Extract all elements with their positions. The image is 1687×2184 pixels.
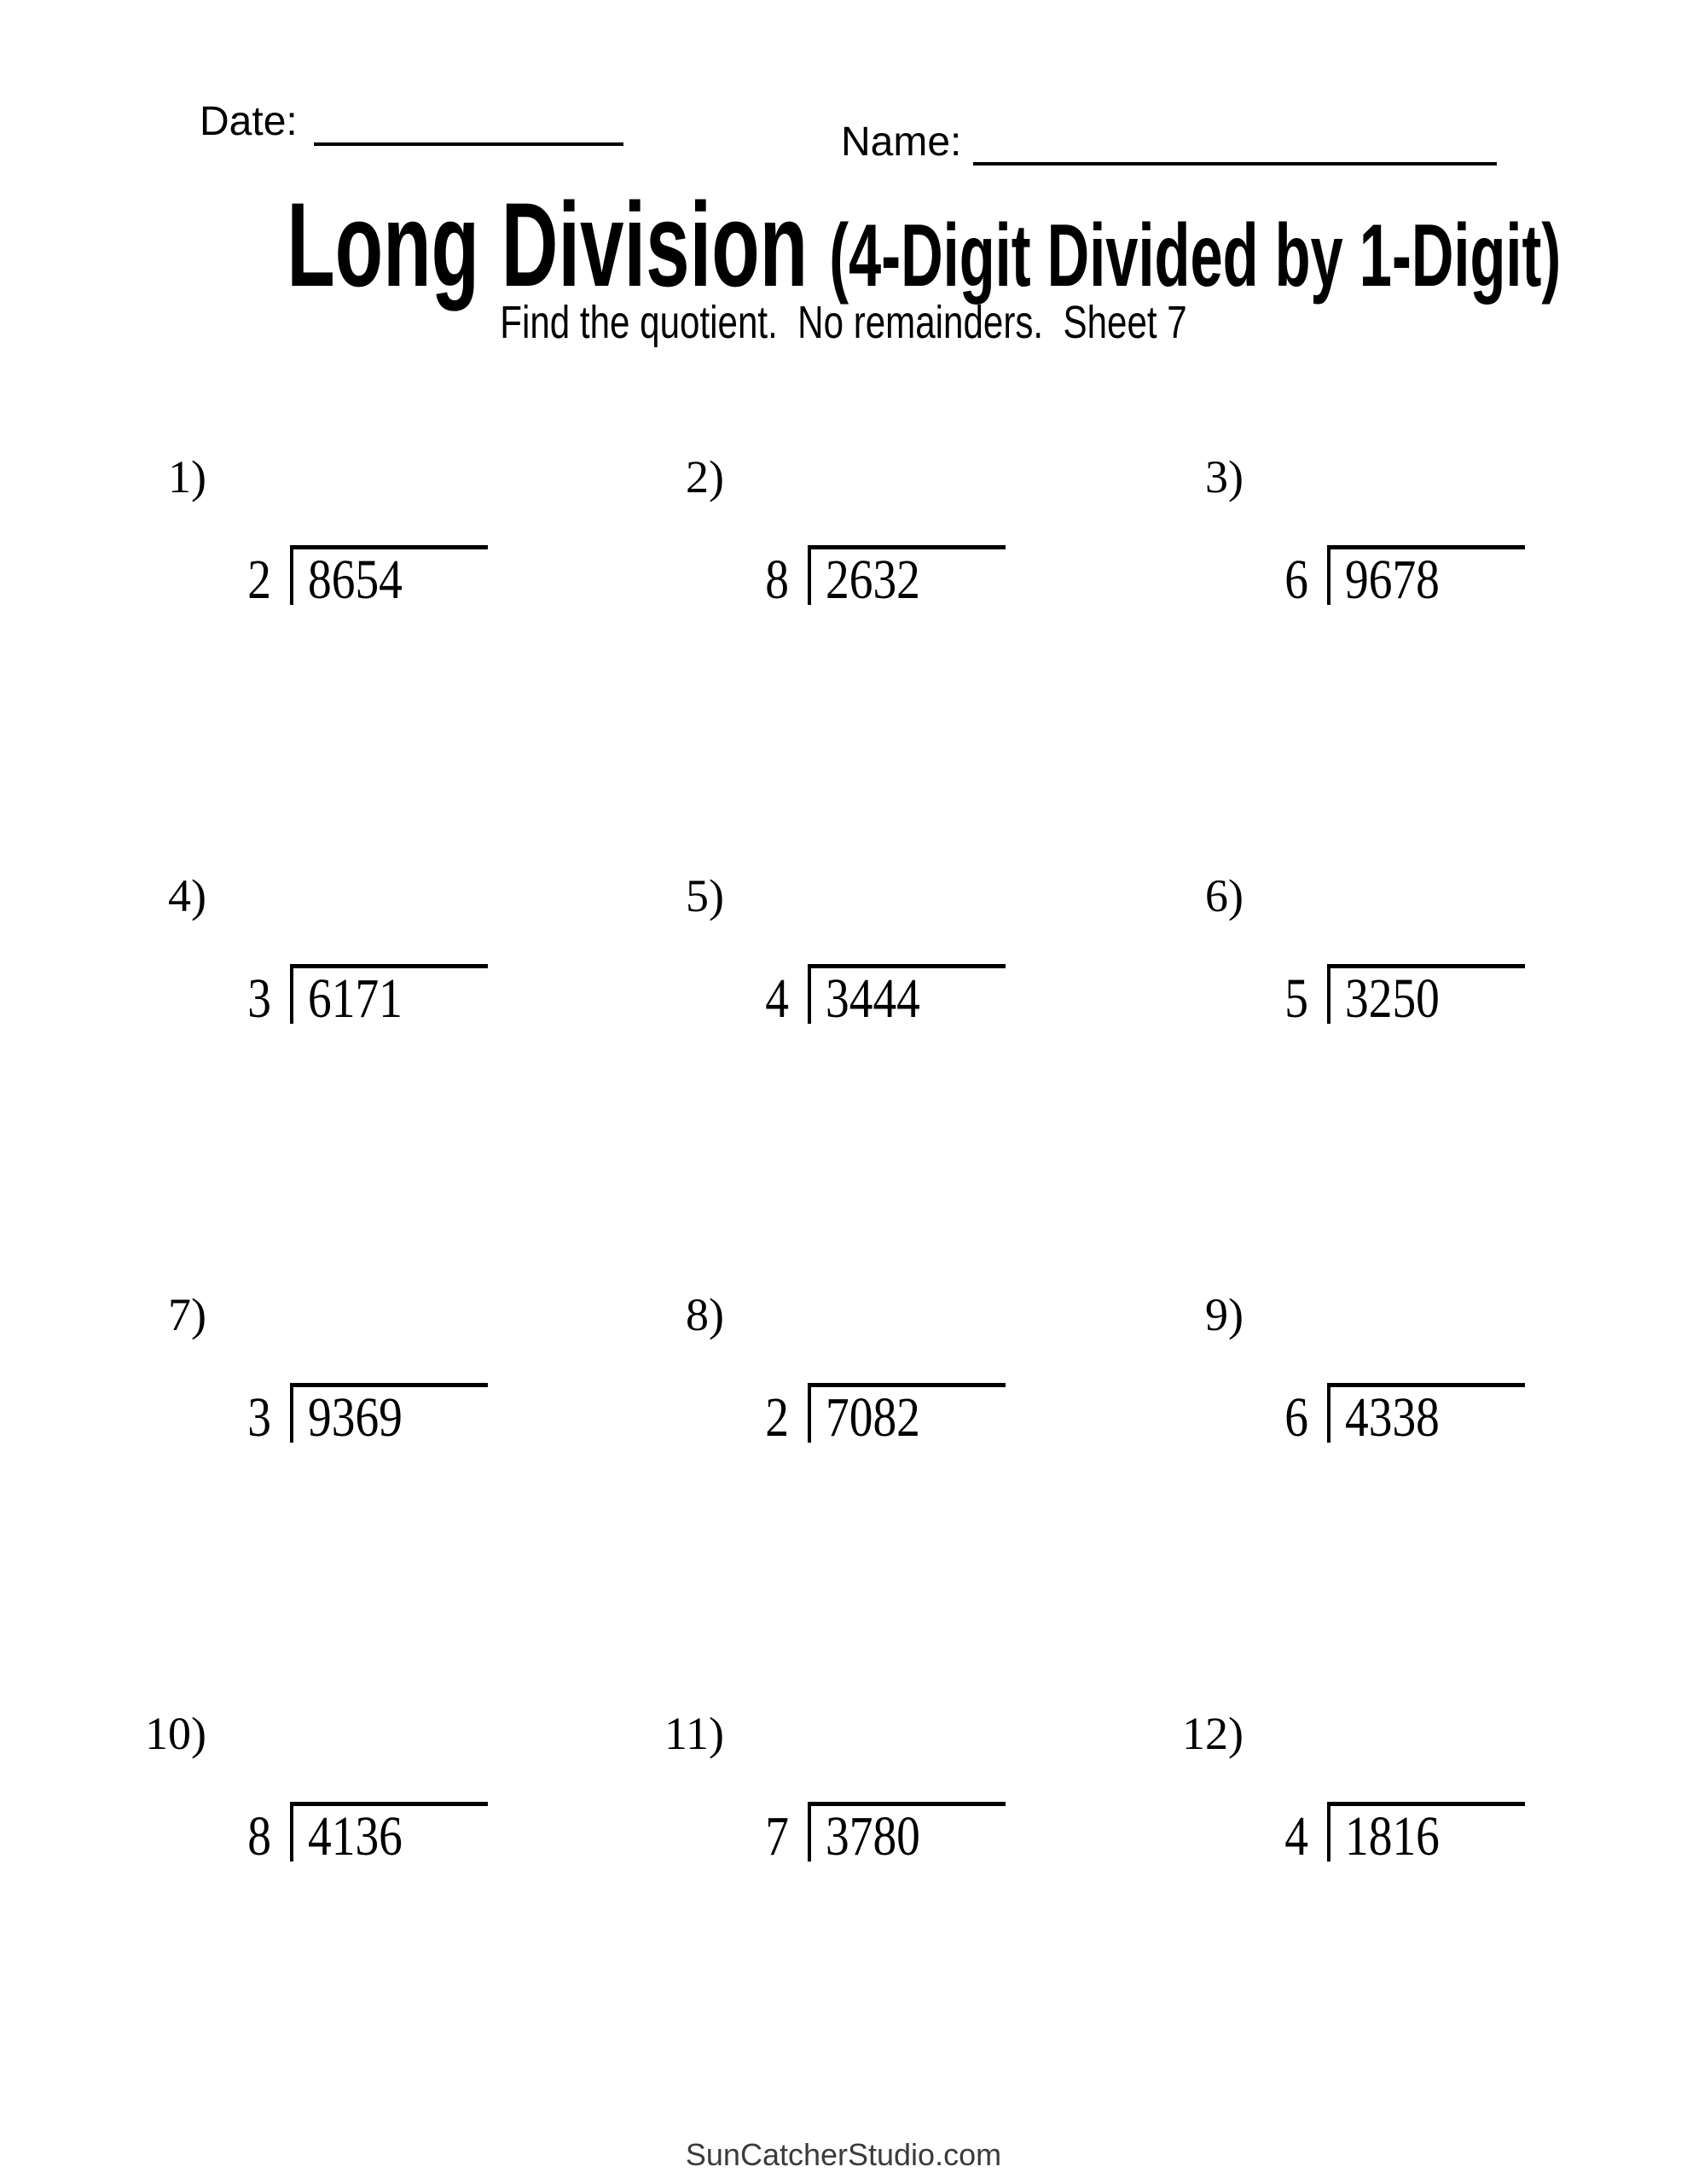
division-problem-bracket <box>168 451 488 611</box>
dividend <box>308 1386 488 1449</box>
divisor-digits: 8 <box>765 549 789 611</box>
dividend-digits: 9678 <box>1345 549 1440 611</box>
dividend-digits: 3444 <box>826 967 920 1030</box>
dividend <box>826 1386 1006 1449</box>
problem-number: 9) <box>1205 1289 1244 1340</box>
division-problem-bracket <box>168 1289 488 1449</box>
dividend <box>826 1805 1006 1867</box>
dividend <box>308 549 488 611</box>
problem-number: 3) <box>1205 451 1244 502</box>
divisor <box>1223 967 1308 1030</box>
dividend <box>308 967 488 1030</box>
date-blank-line <box>314 142 623 146</box>
divisor-digits: 3 <box>247 967 271 1030</box>
dividend-digits: 3250 <box>1345 967 1440 1030</box>
page-title-main: Long Division <box>287 177 809 311</box>
dividend-digits: 4136 <box>308 1805 403 1867</box>
divisor <box>1223 549 1308 611</box>
problem-number: 12) <box>1182 1708 1244 1759</box>
divisor-digits: 7 <box>765 1805 789 1867</box>
problem-number: 2) <box>686 451 724 502</box>
divisor-digits: 6 <box>1284 549 1308 611</box>
divisor <box>1223 1386 1308 1449</box>
dividend-digits: 6171 <box>308 967 403 1030</box>
dividend <box>1345 1386 1525 1449</box>
dividend-digits: 8654 <box>308 549 403 611</box>
dividend-digits: 7082 <box>826 1386 920 1449</box>
problem-number: 6) <box>1205 870 1244 921</box>
divisor <box>186 1805 271 1867</box>
date-label: Date: <box>200 99 298 144</box>
division-problem-bracket <box>1182 1708 1525 1867</box>
problem-number: 1) <box>168 451 206 502</box>
dividend-digits: 4338 <box>1345 1386 1440 1449</box>
division-problem-bracket <box>686 451 1006 611</box>
dividend <box>1345 549 1525 611</box>
divisor <box>186 967 271 1030</box>
divisor <box>704 967 789 1030</box>
dividend <box>1345 1805 1525 1867</box>
divisor <box>1223 1805 1308 1867</box>
problem-number: 4) <box>168 870 206 921</box>
divisor-digits: 2 <box>765 1386 789 1449</box>
dividend-digits: 2632 <box>826 549 920 611</box>
division-problem-bracket <box>1205 1289 1525 1449</box>
divisor-digits: 2 <box>247 549 271 611</box>
divisor <box>704 1805 789 1867</box>
divisor-digits: 4 <box>1284 1805 1308 1867</box>
division-problem-bracket <box>664 1708 1006 1867</box>
divisor-digits: 5 <box>1284 967 1308 1030</box>
division-problem-bracket <box>686 870 1006 1030</box>
name-blank-line <box>973 162 1497 166</box>
divisor <box>186 1386 271 1449</box>
instructions-text: Find the quotient. No remainders. Sheet 7 <box>500 297 1187 348</box>
dividend <box>1345 967 1525 1030</box>
page-title-subtext: (4-Digit Divided by 1-Digit) <box>829 206 1562 305</box>
problem-number: 7) <box>168 1289 206 1340</box>
divisor-digits: 6 <box>1284 1386 1308 1449</box>
problem-number: 5) <box>686 870 724 921</box>
dividend-digits: 9369 <box>308 1386 403 1449</box>
division-problem-bracket <box>168 870 488 1030</box>
dividend-digits: 3780 <box>826 1805 920 1867</box>
divisor-digits: 4 <box>765 967 789 1030</box>
division-problem-bracket <box>1205 870 1525 1030</box>
problem-number: 8) <box>686 1289 724 1340</box>
divisor-digits: 3 <box>247 1386 271 1449</box>
division-problem-bracket <box>145 1708 488 1867</box>
divisor-digits: 8 <box>247 1805 271 1867</box>
division-problem-bracket <box>1205 451 1525 611</box>
divisor <box>186 549 271 611</box>
dividend <box>826 549 1006 611</box>
problem-number: 11) <box>664 1708 724 1759</box>
dividend <box>308 1805 488 1867</box>
divisor <box>704 549 789 611</box>
dividend-digits: 1816 <box>1345 1805 1440 1867</box>
dividend <box>826 967 1006 1030</box>
division-problem-bracket <box>686 1289 1006 1449</box>
divisor <box>704 1386 789 1449</box>
name-label: Name: <box>841 119 962 165</box>
footer-credit: SunCatcherStudio.com <box>685 2137 1002 2172</box>
problem-number: 10) <box>145 1708 206 1759</box>
